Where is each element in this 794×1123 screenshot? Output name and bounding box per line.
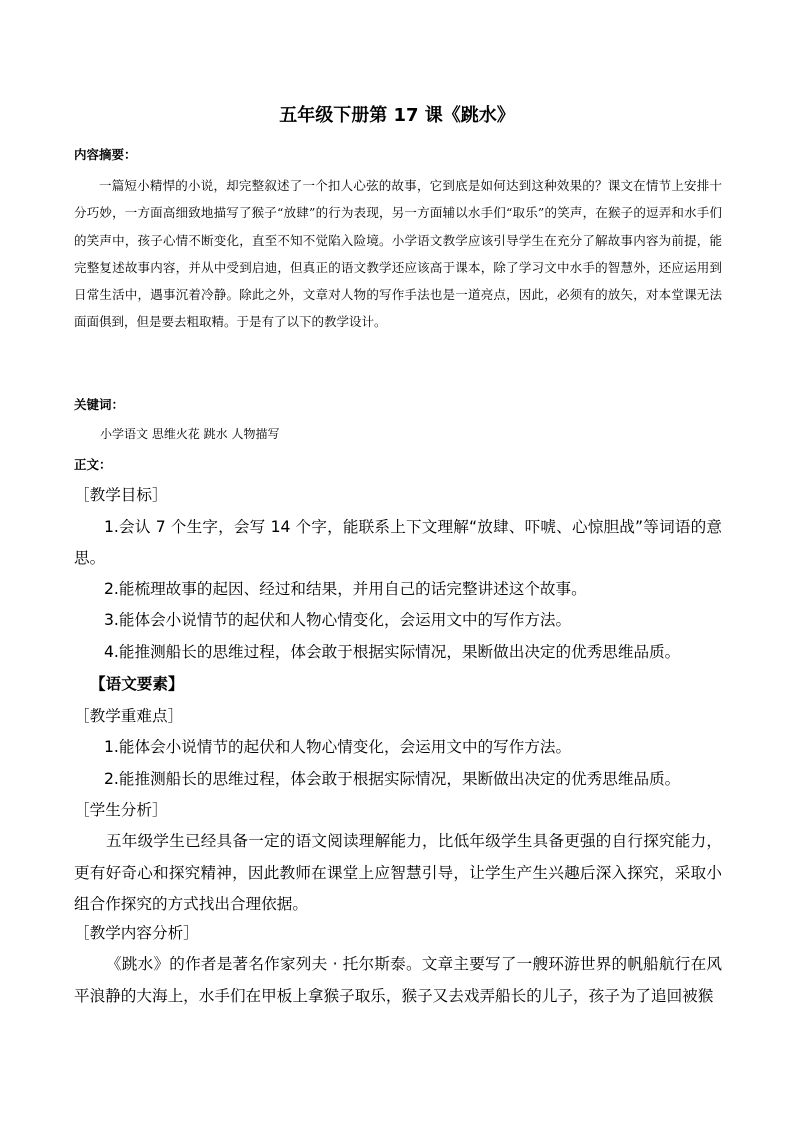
students-analysis-text: 五年级学生已经具备一定的语文阅读理解能力，比低年级学生具备更强的自行探究能力，更有好奇心和探究精神，因此教师在课堂上应智慧引导，让学生产生兴趣后深入探究，采取小组合作探究的方式找出合理依据。 [74,832,722,913]
keypoint-item-1: 1.能体会小说情节的起伏和人物心情变化，会运用文中的写作方法。 [104,738,572,756]
goal-item-3: 3.能体会小说情节的起伏和人物心情变化，会运用文中的写作方法。 [104,611,572,629]
section-heading-goals: ［教学目标］ [74,486,168,504]
content-analysis-text: 《跳水》的作者是著名作家列夫 · 托尔斯泰。文章主要写了一艘环游世界的帆船航行在风平浪静的大海上，水手们在甲板上拿猴子取乐，猴子又去戏弄船长的儿子，孩子为了追回被猴 [74,955,722,1005]
goal-item-4: 4.能推测船长的思维过程，体会敢于根据实际情况，果断做出决定的优秀思维品质。 [104,643,681,661]
keypoint-item-2: 2.能推测船长的思维过程，体会敢于根据实际情况，果断做出决定的优秀思维品质。 [104,770,681,788]
section-heading-elements: 【语文要素】 [90,675,184,693]
section-heading-students: ［学生分析］ [74,801,168,819]
goal-item-1: 1.会认 7 个生字，会写 14 个字，能联系上下文理解“放肆、吓唬、心惊胆战”等词语的意思。 [74,518,722,567]
abstract-label: 内容摘要： [74,147,137,162]
keywords-label: 关键词： [74,397,125,412]
body-label: 正文： [74,457,112,472]
section-heading-content: ［教学内容分析］ [74,924,199,942]
abstract-text: 一篇短小精悍的小说，却完整叙述了一个扣人心弦的故事，它到底是如何达到这种效果的？课文在情节上安排十分巧妙，一方面高细致地描写了猴子“放肆”的行为表现，另一方面辅以水手们“取乐”的笑声，在猴子的逗弄和水手们的笑声中，孩子心情不断变化，直至不知不觉陷入险境。小学语文教学应该引导学生在充分了解故事内容为前提，能完整复述故事内容，并从中受到启迪，但真正的语文教学还应该高于课本，除了学习文中水手的智慧外，还应运用到日常生活中，遇事沉着冷静。除此之外，文章对人物的写作手法也是一道亮点，因此，必须有的放矢，对本堂课无法面面俱到，但是要去粗取精。于是有了以下的教学设计。 [74,178,722,330]
document-title: 五年级下册第 17 课《跳水》 [279,105,515,126]
section-heading-keypoints: ［教学重难点］ [74,707,184,725]
goal-item-2: 2.能梳理故事的起因、经过和结果，并用自己的话完整讲述这个故事。 [104,580,587,598]
keywords-text: 小学语文 思维火花 跳水 人物描写 [100,427,280,441]
